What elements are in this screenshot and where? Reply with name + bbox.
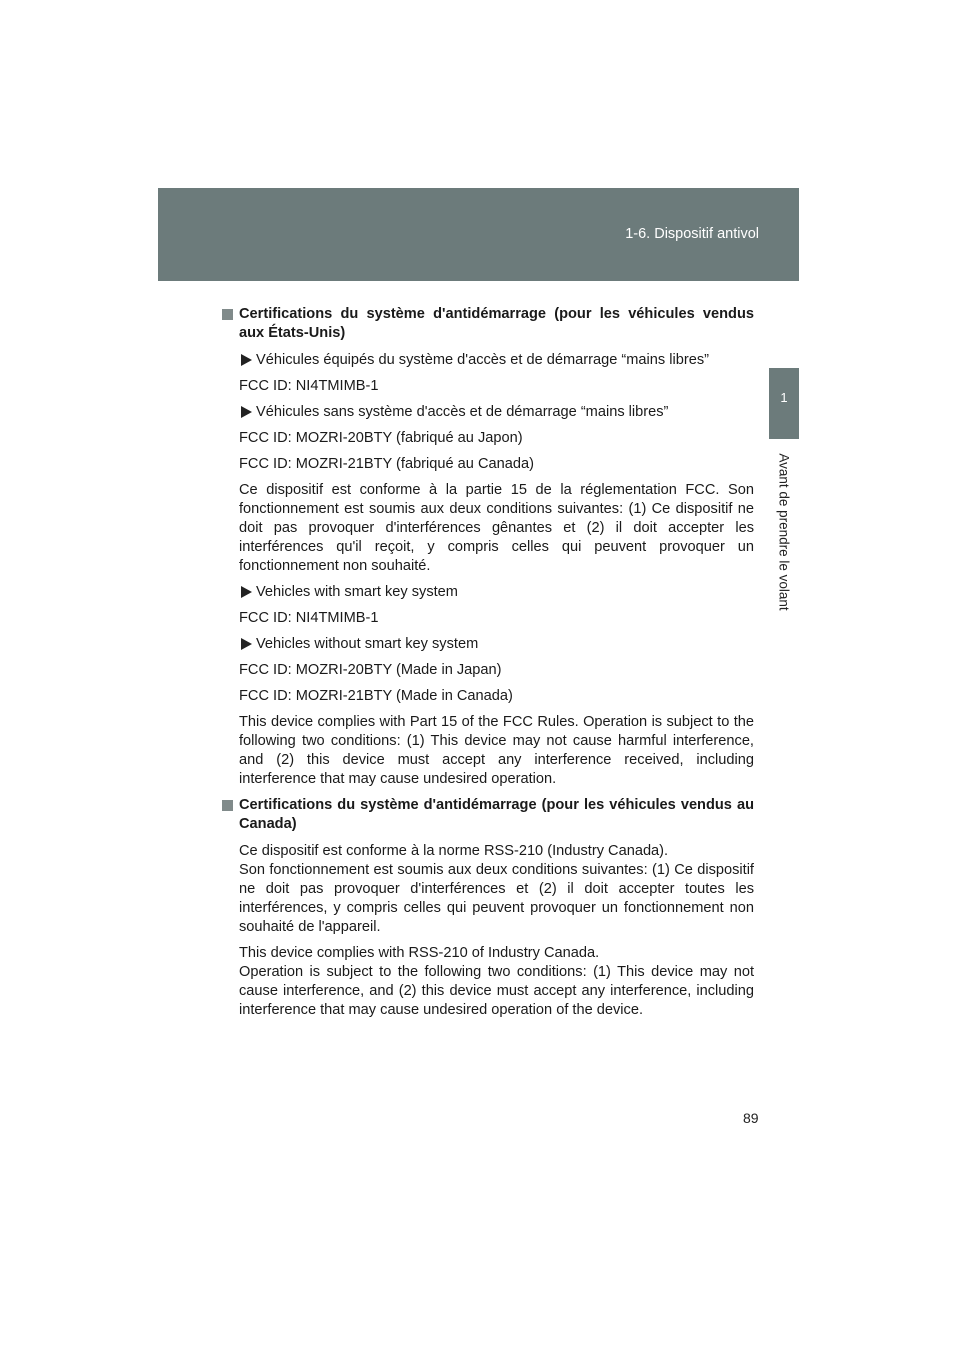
section-title: 1-6. Dispositif antivol [625, 226, 759, 242]
paragraph: FCC ID: NI4TMIMB-1 [239, 378, 379, 394]
paragraph: FCC ID: MOZRI-21BTY (Made in Canada) [239, 688, 513, 704]
bullet-item: Véhicules sans système d'accès et de démarrage “mains libres” [222, 403, 754, 422]
page-header [158, 188, 799, 281]
chapter-title: Avant de prendre le volant [776, 453, 792, 611]
chapter-number: 1 [780, 390, 788, 405]
paragraph: FCC ID: NI4TMIMB-1 [239, 610, 379, 626]
paragraph: This device complies with RSS-210 of Industry Canada. Operation is subject to the following two conditions: (1) This device may not cause interference, and (2) this device must accept any interference, including interference that may cause undesired operation of the device. [239, 945, 754, 1018]
triangle-bullet-icon [241, 354, 252, 366]
triangle-bullet-icon [241, 638, 252, 650]
paragraph: FCC ID: MOZRI-20BTY (Made in Japan) [239, 662, 502, 678]
section-heading: Certifications du système d'antidémarrage (pour les véhicules vendus aux États-Unis) [222, 305, 754, 343]
paragraph: This device complies with Part 15 of the FCC Rules. Operation is subject to the following two conditions: (1) This device may not cause harmful interference, and (2) this device must accept any interference received, including interference that may cause undesired operation. [239, 714, 754, 787]
paragraph: FCC ID: MOZRI-21BTY (fabriqué au Canada) [239, 456, 534, 472]
page-content [222, 305, 754, 1027]
bullet-item: Vehicles with smart key system [222, 583, 754, 602]
chapter-tab [769, 368, 799, 439]
triangle-bullet-icon [241, 586, 252, 598]
square-bullet-icon [222, 309, 233, 320]
page-number: 89 [743, 1110, 759, 1126]
triangle-bullet-icon [241, 406, 252, 418]
paragraph: FCC ID: MOZRI-20BTY (fabriqué au Japon) [239, 430, 523, 446]
paragraph: Ce dispositif est conforme à la partie 15 de la réglementation FCC. Son fonctionnement est soumis aux deux conditions suivantes: (1) Ce dispositif ne doit pas provoquer d'interférences gênantes et (2) il doit accepter les interférences qu'il reçoit, y compris celles qui peuvent provoquer un fonctionnement non souhaité. [239, 482, 754, 574]
bullet-item: Vehicles without smart key system [222, 635, 754, 654]
square-bullet-icon [222, 800, 233, 811]
paragraph: Ce dispositif est conforme à la norme RSS-210 (Industry Canada). Son fonctionnement est soumis aux deux conditions suivantes: (1) Ce dispositif ne doit pas provoquer d'interférences et (2) il doit accepter toutes les interférences, y compris celles qui peuvent provoquer un fonctionnement non souhaité de l'appareil. [239, 843, 754, 935]
bullet-item: Véhicules équipés du système d'accès et de démarrage “mains libres” [222, 351, 754, 370]
section-heading: Certifications du système d'antidémarrage (pour les véhicules vendus au Canada) [222, 796, 754, 834]
